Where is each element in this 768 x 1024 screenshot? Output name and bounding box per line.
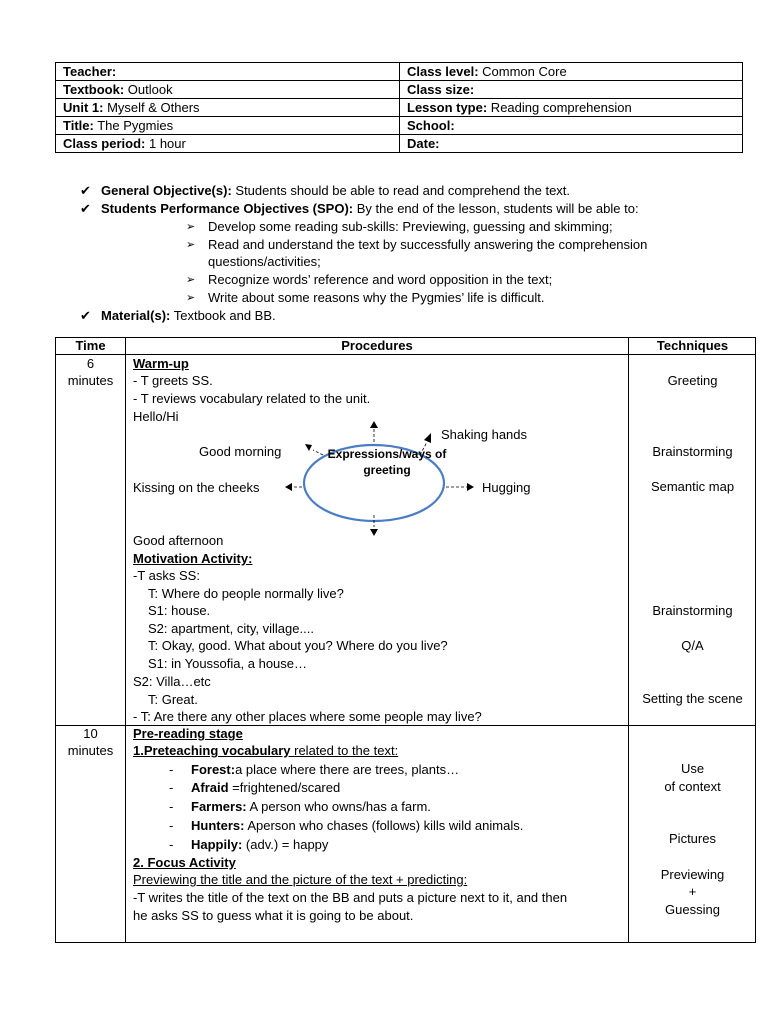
technique: of context <box>664 779 721 794</box>
lesson-info-label: Class period: <box>63 135 146 151</box>
diagram-good-afternoon: Good afternoon <box>133 533 224 548</box>
vocab-item: - <box>169 799 174 814</box>
lesson-info-value: The Pygmies <box>93 117 174 133</box>
diagram-hugging: Hugging <box>482 480 531 495</box>
time-value: 10 <box>83 726 98 741</box>
semantic-map-center-line2: greeting <box>363 463 411 477</box>
spo-item: Write about some reasons why the Pygmies’ life is difficult. <box>208 290 545 305</box>
vocab-item: Happily: (adv.) = happy <box>191 837 329 852</box>
arrow-down-icon <box>370 529 378 536</box>
spo-item: Develop some reading sub-skills: Previewing, guessing and skimming; <box>208 219 613 234</box>
lesson-info-cell <box>56 81 400 99</box>
technique: Q/A <box>681 638 704 653</box>
spo-objective: Students Performance Objectives (SPO): By the end of the lesson, students will be able to: <box>101 201 639 216</box>
procedure-line: he asks SS to guess what it is going to be about. <box>133 908 414 923</box>
warmup-title: Warm-up <box>133 356 189 371</box>
procedure-line: -T writes the title of the text on the BB and puts a picture next to it, and then <box>133 890 568 905</box>
diagram-shaking-hands: Shaking hands <box>441 427 528 442</box>
arrow-bullet-icon: ➢ <box>186 239 196 251</box>
technique: Greeting <box>667 373 718 388</box>
time-unit: minutes <box>67 743 114 758</box>
technique: Brainstorming <box>652 603 733 618</box>
arrow-left-icon <box>285 483 292 491</box>
general-objective: General Objective(s): Students should be able to read and comprehend the text. <box>101 183 571 198</box>
procedure-line: - T reviews vocabulary related to the unit. <box>133 391 371 406</box>
lesson-info-label: Teacher: <box>63 63 117 79</box>
vocab-item: Hunters: Aperson who chases (follows) kills wild animals. <box>191 818 524 833</box>
arrow-up-icon <box>370 421 378 428</box>
dialogue-line: S2: Villa…etc <box>133 674 211 689</box>
lesson-info-value: 1 hour <box>145 135 186 151</box>
dialogue-line: T: Okay, good. What about you? Where do you live? <box>148 638 448 653</box>
header-procedures: Procedures <box>341 338 413 353</box>
technique: + <box>688 884 697 899</box>
time-unit: minutes <box>67 373 114 388</box>
lesson-info-cell <box>56 135 400 153</box>
checkmark-icon: ✔ <box>80 201 91 216</box>
lesson-info-label: Lesson type: <box>407 99 488 115</box>
arrow-bullet-icon: ➢ <box>186 221 196 233</box>
lesson-info-cell <box>400 99 743 117</box>
focus-subtitle: Previewing the title and the picture of the text + predicting: <box>133 872 468 887</box>
dialogue-line: S2: apartment, city, village.... <box>148 621 314 636</box>
lesson-info-value: Myself & Others <box>103 99 200 115</box>
lesson-info-cell <box>400 81 743 99</box>
lesson-info-row <box>56 63 743 81</box>
procedure-line: Hello/Hi <box>133 409 179 424</box>
technique: Pictures <box>669 831 716 846</box>
vocab-item: - <box>169 818 174 833</box>
technique: Brainstorming <box>652 444 733 459</box>
vocab-heading: 1.Preteaching vocabulary related to the text: <box>133 743 399 758</box>
vocab-item: Farmers: A person who owns/has a farm. <box>191 799 431 814</box>
procedure-line: - T greets SS. <box>133 373 213 388</box>
lesson-info-row <box>56 135 743 153</box>
lesson-info-value: Common Core <box>478 63 567 79</box>
lesson-info-label: Class level: <box>407 63 479 79</box>
lesson-info-value: Reading comprehension <box>487 99 632 115</box>
spo-item: Recognize words’ reference and word opposition in the text; <box>208 272 553 287</box>
dialogue-line: T: Where do people normally live? <box>148 586 344 601</box>
lesson-info-cell <box>400 63 743 81</box>
spo-item: questions/activities; <box>208 254 321 269</box>
arrow-up-right-icon <box>424 433 431 443</box>
header-time: Time <box>75 338 106 353</box>
motivation-title: Motivation Activity: <box>133 551 253 566</box>
lesson-info-row <box>56 117 743 135</box>
lesson-info-label: Class size: <box>407 81 475 97</box>
time-value: 6 <box>86 356 95 371</box>
header-techniques: Techniques <box>656 338 729 353</box>
lesson-info-cell <box>56 63 400 81</box>
lesson-info-label: Unit 1: <box>63 99 104 115</box>
technique: Setting the scene <box>642 691 743 706</box>
vocab-item: Afraid =frightened/scared <box>191 780 341 795</box>
diagram-kissing: Kissing on the cheeks <box>133 480 260 495</box>
lesson-info-row <box>56 81 743 99</box>
lesson-info-value: Outlook <box>124 81 173 97</box>
lesson-info-table <box>55 62 743 153</box>
dialogue-line: -T asks SS: <box>133 568 200 583</box>
vocab-item: - <box>169 762 174 777</box>
dialogue-line: - T: Are there any other places where some people may live? <box>133 709 482 724</box>
lesson-info-cell <box>56 99 400 117</box>
technique: Semantic map <box>650 479 735 494</box>
lesson-info-label: Title: <box>63 117 94 133</box>
dialogue-line: S1: in Youssofia, a house… <box>148 656 308 671</box>
arrow-up-left-icon <box>305 444 312 451</box>
dialogue-line: T: Great. <box>148 692 198 707</box>
spo-item: Read and understand the text by successfully answering the comprehension <box>208 237 648 252</box>
technique: Guessing <box>665 902 720 917</box>
vocab-item: Forest:a place where there are trees, plants… <box>191 762 460 777</box>
column-divider <box>125 337 126 943</box>
lesson-info-label: School: <box>407 117 455 133</box>
technique: Use <box>680 761 705 776</box>
vocab-item: - <box>169 837 174 852</box>
lesson-info-cell <box>400 135 743 153</box>
stage-title: Pre-reading stage <box>133 726 243 741</box>
checkmark-icon: ✔ <box>80 308 91 323</box>
focus-title: 2. Focus Activity <box>133 855 236 870</box>
lesson-info-row <box>56 99 743 117</box>
lesson-info-label: Textbook: <box>63 81 125 97</box>
vocab-item: - <box>169 780 174 795</box>
lesson-info-cell <box>400 117 743 135</box>
arrow-bullet-icon: ➢ <box>186 292 196 304</box>
technique: Previewing <box>660 867 725 882</box>
diagram-good-morning: Good morning <box>199 444 282 459</box>
lesson-info-cell <box>56 117 400 135</box>
semantic-map-center-line1: Expressions/ways of <box>327 447 447 461</box>
row-divider <box>55 354 756 355</box>
materials: Material(s): Textbook and BB. <box>101 308 276 323</box>
lesson-info-label: Date: <box>407 135 440 151</box>
arrow-right-icon <box>467 483 474 491</box>
arrow-bullet-icon: ➢ <box>186 274 196 286</box>
dialogue-line: S1: house. <box>148 603 211 618</box>
checkmark-icon: ✔ <box>80 183 91 198</box>
